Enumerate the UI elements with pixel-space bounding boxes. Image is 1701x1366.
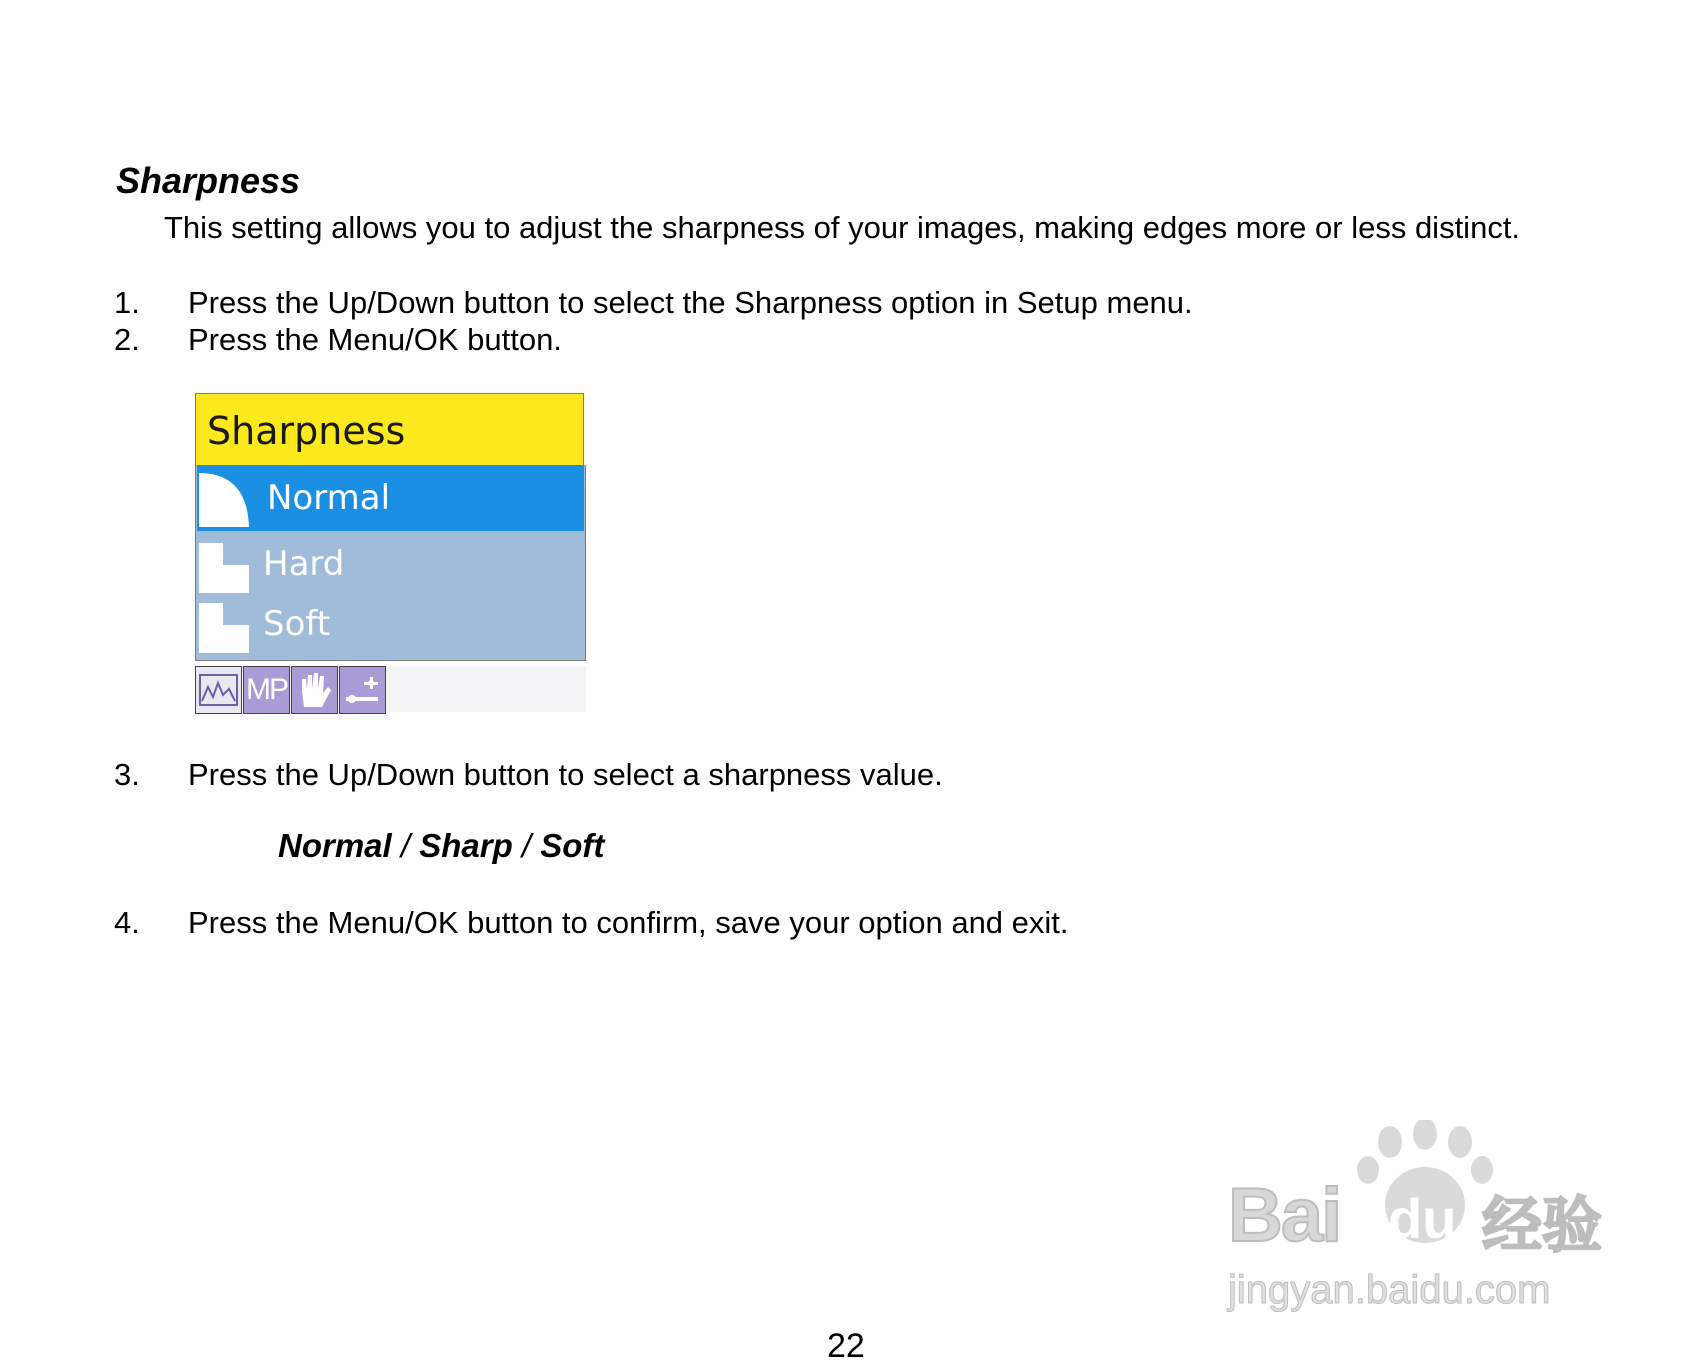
menu-icon-bar [195, 666, 586, 712]
step-text: Press the Menu/OK button. [188, 322, 562, 357]
menu-item-label: Normal [267, 478, 391, 518]
menu-item-label: Soft [263, 604, 331, 644]
step-text: Press the Menu/OK button to confirm, save your option and exit. [188, 905, 1069, 940]
menu-item-label: Hard [263, 544, 345, 584]
sharpness-options [278, 827, 604, 865]
option-sharp: Sharp [419, 827, 513, 864]
menu-item-normal [197, 465, 584, 531]
page-number: 22 [827, 1327, 865, 1365]
step-tab-icon [199, 599, 249, 653]
section-intro: This setting allows you to adjust the sharpness of your images, making edges more or less distinct. [164, 210, 1521, 245]
rounded-tab-icon [199, 473, 249, 527]
option-separator: / [512, 827, 541, 864]
option-soft: Soft [540, 827, 605, 864]
step-number: 3. [114, 757, 140, 792]
step-text: Press the Up/Down button to select the Sharpness option in Setup menu. [188, 285, 1193, 320]
menu-list [195, 465, 586, 661]
option-normal: Normal [278, 827, 392, 864]
baidu-jingyan-watermark [1220, 1120, 1620, 1320]
watermark-brand-latin: Bai [1228, 1173, 1341, 1258]
step-text: Press the Up/Down button to select a sharpness value. [188, 757, 943, 792]
histogram-icon [195, 666, 242, 714]
setup-wrench-icon [339, 666, 386, 714]
mp-icon [243, 666, 290, 714]
step-number: 1. [114, 285, 140, 320]
option-separator: / [391, 827, 420, 864]
menu-item-hard [197, 531, 584, 597]
watermark-brand-paw-text: du [1388, 1187, 1457, 1250]
watermark-url: jingyan.baidu.com [1228, 1268, 1551, 1312]
mp-icon-label: MP [246, 673, 287, 706]
section-title: Sharpness [116, 160, 301, 201]
hand-icon [291, 666, 338, 714]
step-number: 4. [114, 905, 140, 940]
camera-menu-screenshot [195, 393, 586, 716]
menu-item-soft [197, 591, 584, 657]
step-number: 2. [114, 322, 140, 357]
step-tab-icon [199, 539, 249, 593]
menu-title: Sharpness [195, 393, 584, 465]
watermark-brand-cn: 经验 [1482, 1191, 1602, 1261]
